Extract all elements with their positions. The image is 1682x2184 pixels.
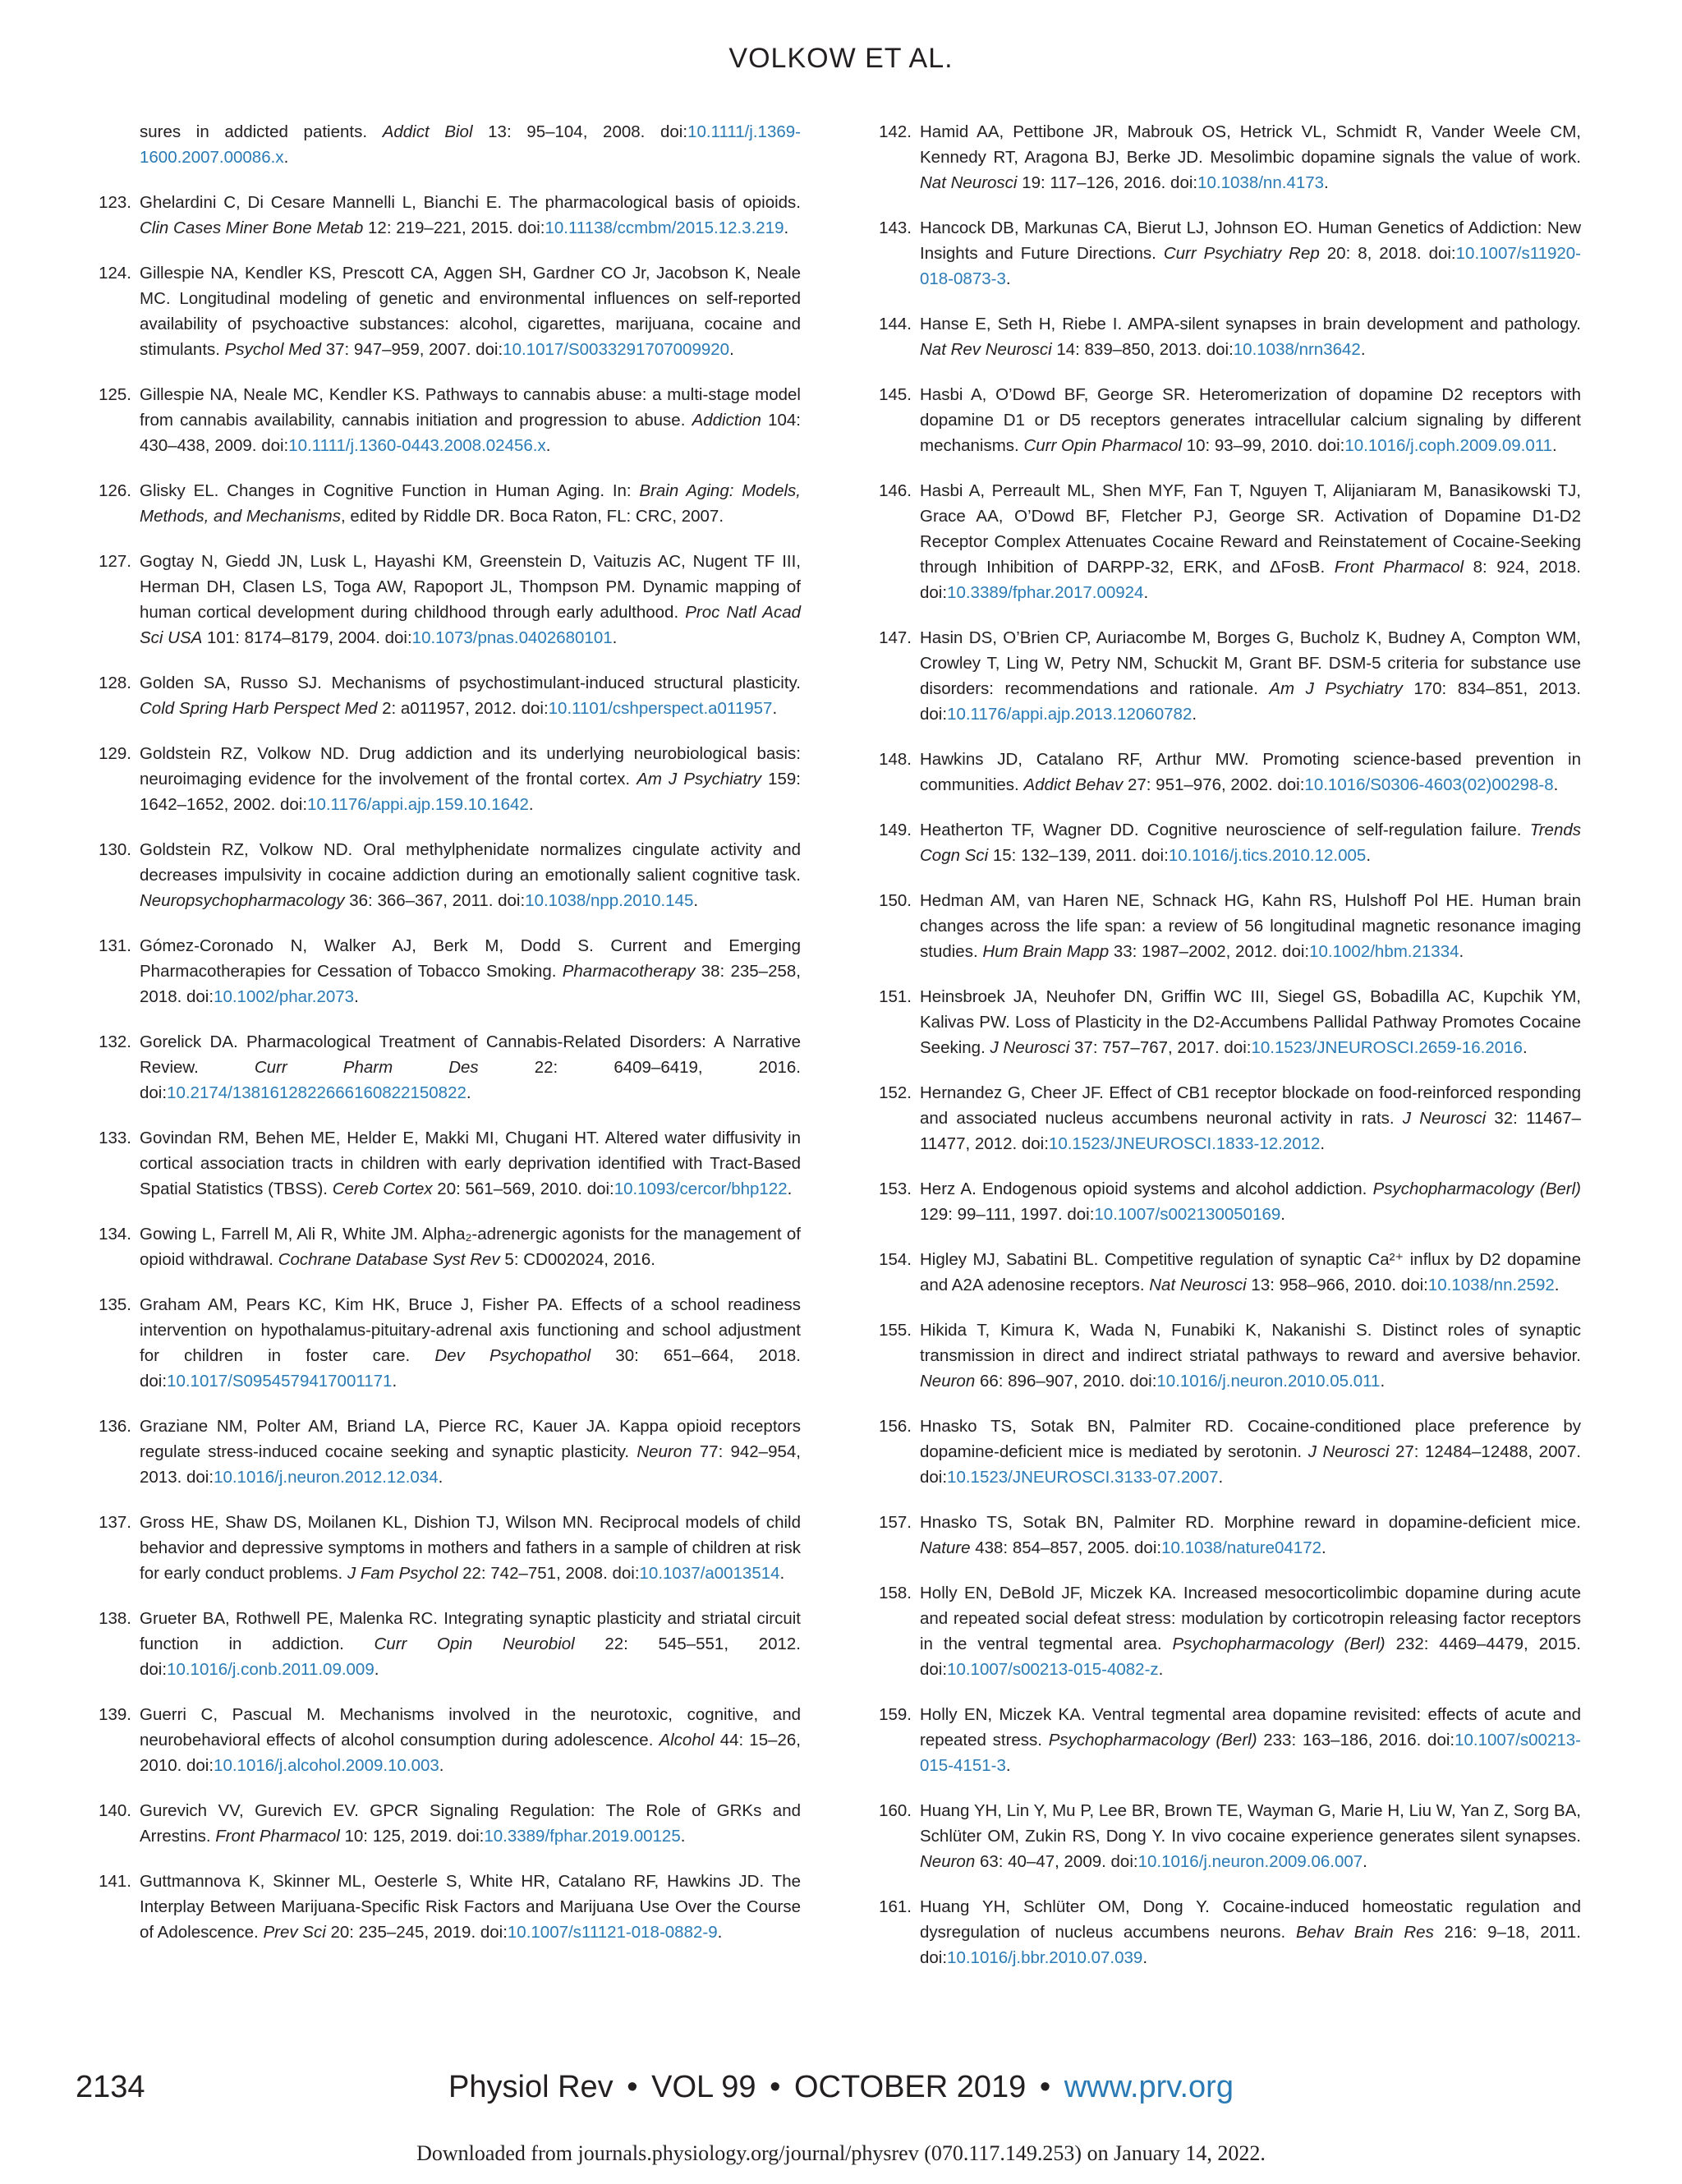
doi-link[interactable]: 10.1523/JNEUROSCI.3133-07.2007 (947, 1468, 1219, 1487)
reference-number: 145. (879, 385, 912, 404)
journal-abbrev: Pharmacotherapy (562, 962, 696, 981)
reference-details: 14: 839–850, 2013. doi: (1051, 340, 1234, 359)
reference-entry (140, 119, 801, 170)
separator-bullet: • (770, 2070, 781, 2104)
reference-details: 129: 99–111, 1997. doi: (920, 1205, 1095, 1224)
reference-entry (99, 1606, 801, 1682)
journal-abbrev: Neuron (920, 1852, 976, 1871)
reference-number: 149. (879, 821, 912, 839)
reference-text: Holly EN, Miczek KA. Ventral tegmental area dopamine revisited: effects of acute and repeated stress. (920, 1705, 1581, 1749)
reference-number: 157. (879, 1513, 912, 1532)
reference-text: Heatherton TF, Wagner DD. Cognitive neuroscience of self-regulation failure. (920, 821, 1530, 839)
doi-link[interactable]: 10.1007/s002130050169 (1094, 1205, 1281, 1224)
reference-entry (99, 1702, 801, 1778)
reference-end: . (1280, 1205, 1285, 1224)
doi-link[interactable]: 10.1038/npp.2010.145 (525, 891, 694, 910)
reference-number: 139. (99, 1705, 131, 1724)
reference-number: 141. (99, 1872, 131, 1891)
doi-link[interactable]: 10.1016/j.neuron.2012.12.034 (214, 1468, 439, 1487)
reference-entry (99, 549, 801, 651)
reference-entry (879, 1510, 1581, 1561)
journal-abbrev: Dev Psychopathol (434, 1346, 591, 1365)
journal-abbrev: Cochrane Database Syst Rev (278, 1250, 500, 1269)
reference-details: 10: 125, 2019. doi: (339, 1827, 485, 1846)
reference-text: Guerri C, Pascual M. Mechanisms involved in the neurotoxic, cognitive, and neurobehavioral effects of alcohol consumption during adolescence. (140, 1705, 801, 1749)
reference-number: 128. (99, 674, 131, 692)
reference-entry (879, 119, 1581, 195)
reference-text: Hawkins JD, Catalano RF, Arthur MW. Promoting science-based prevention in communities. (920, 750, 1581, 794)
journal-abbrev: Curr Psychiatry Rep (1163, 244, 1320, 263)
doi-link[interactable]: 10.1073/pnas.0402680101 (411, 628, 613, 647)
reference-end: . (438, 1468, 443, 1487)
reference-details: 8: 924, 2018. doi: (920, 558, 1581, 602)
journal-abbrev: Behav Brain Res (1295, 1923, 1434, 1942)
doi-link[interactable]: 10.1523/JNEUROSCI.2659-16.2016 (1251, 1038, 1523, 1057)
journal-abbrev: Addict Behav (1023, 775, 1124, 794)
doi-link[interactable]: 10.1038/nature04172 (1161, 1538, 1322, 1557)
reference-text: Hikida T, Kimura K, Wada N, Funabiki K, Nakanishi S. Distinct roles of synaptic transmission in direct and indirect striatal pathways to reward and aversive behavior. (920, 1321, 1581, 1365)
journal-abbrev: Proc Natl Acad Sci USA (140, 603, 801, 647)
doi-link[interactable]: 10.3389/fphar.2019.00125 (484, 1827, 681, 1846)
doi-link[interactable]: 10.1007/s00213-015-4082-z (947, 1660, 1159, 1679)
reference-number: 158. (879, 1584, 912, 1602)
journal-abbrev: Neuropsychopharmacology (140, 891, 345, 910)
reference-number: 152. (879, 1083, 912, 1102)
reference-end: . (1554, 1276, 1560, 1294)
doi-link[interactable]: 10.1017/S0033291707009920 (503, 340, 730, 359)
reference-details: 233: 163–186, 2016. doi: (1257, 1731, 1455, 1749)
doi-link[interactable]: 10.1016/j.alcohol.2009.10.003 (214, 1756, 439, 1775)
reference-end: . (779, 1564, 785, 1583)
reference-text: Goldstein RZ, Volkow ND. Oral methylphenidate normalizes cingulate activity and decreases impulsivity in cocaine addiction during an emotionally salient cognitive task. (140, 840, 801, 885)
reference-end: . (717, 1923, 723, 1942)
reference-number: 154. (879, 1250, 912, 1269)
reference-details: 27: 12484–12488, 2007. doi: (920, 1442, 1581, 1487)
reference-end: . (787, 1179, 793, 1198)
doi-link[interactable]: 10.1002/phar.2073 (214, 987, 355, 1006)
journal-url-link[interactable]: www.prv.org (1064, 2070, 1234, 2104)
doi-link[interactable]: 10.1016/j.neuron.2009.06.007 (1137, 1852, 1363, 1871)
reference-number: 136. (99, 1417, 131, 1436)
reference-end: . (1321, 1538, 1326, 1557)
reference-text: Hanse E, Seth H, Riebe I. AMPA-silent synapses in brain development and pathology. (920, 315, 1581, 333)
reference-entry (879, 478, 1581, 605)
reference-end: . (392, 1372, 398, 1391)
reference-end: . (1320, 1134, 1326, 1153)
journal-abbrev: Psychopharmacology (Berl) (1048, 1731, 1257, 1749)
reference-details: 22: 742–751, 2008. doi: (457, 1564, 640, 1583)
reference-number: 130. (99, 840, 131, 859)
reference-number: 156. (879, 1417, 912, 1436)
reference-number: 137. (99, 1513, 131, 1532)
reference-end: . (680, 1827, 686, 1846)
journal-abbrev: Am J Psychiatry (636, 770, 761, 789)
reference-details: 32: 11467–11477, 2012. doi: (920, 1109, 1581, 1153)
reference-entry (879, 311, 1581, 362)
journal-abbrev: Neuron (636, 1442, 692, 1461)
journal-abbrev: J Neurosci (990, 1038, 1070, 1057)
reference-text: Graziane NM, Polter AM, Briand LA, Pierce RC, Kauer JA. Kappa opioid receptors regulate stress-induced cocaine seeking and synaptic plasticity. (140, 1417, 801, 1461)
reference-end: . (1363, 1852, 1367, 1871)
reference-entry (99, 1414, 801, 1490)
journal-abbrev: Prev Sci (263, 1923, 326, 1942)
reference-entry (99, 1510, 801, 1586)
reference-number: 150. (879, 891, 912, 910)
doi-link[interactable]: 10.1176/appi.ajp.159.10.1642 (307, 795, 529, 814)
journal-abbrev: Hum Brain Mapp (982, 942, 1110, 961)
issue-date: OCTOBER 2019 (793, 2070, 1027, 2104)
journal-abbrev: Cold Spring Harb Perspect Med (140, 699, 378, 718)
reference-end: . (374, 1660, 379, 1679)
reference-number: 148. (879, 750, 912, 769)
doi-link[interactable]: 10.1016/j.tics.2010.12.005 (1168, 846, 1367, 865)
reference-text: Hernandez G, Cheer JF. Effect of CB1 receptor blockade on food-reinforced responding and associated nucleus accumbens neuronal activity in rats. (920, 1083, 1581, 1128)
reference-end: . (1005, 269, 1011, 288)
doi-link[interactable]: 10.1111/j.1360-0443.2008.02456.x (288, 436, 546, 455)
reference-text: Higley MJ, Sabatini BL. Competitive regulation of synaptic Ca²⁺ influx by D2 dopamine and A2A adenosine receptors. (920, 1250, 1581, 1294)
journal-abbrev: Front Pharmacol (215, 1827, 340, 1846)
reference-number: 142. (879, 122, 912, 141)
reference-entry (99, 1221, 801, 1272)
reference-text: Gogtay N, Giedd JN, Lusk L, Hayashi KM, Greenstein D, Vaituzis AC, Nugent TF III, Herman DH, Clasen LS, Toga AW, Rapoport JL, Thompson PM. Dynamic mapping of human cortical development during childhood through early adulthood. (140, 552, 801, 622)
download-notice: Downloaded from journals.physiology.org/journal/physrev (070.117.149.253) on January 14, 2022. (416, 2141, 1266, 2165)
reference-text: Heinsbroek JA, Neuhofer DN, Griffin WC III, Siegel GS, Bobadilla AC, Kupchik YM, Kalivas PW. Loss of Plasticity in the D2-Accumbens Pallidal Pathway Promotes Cocaine Seeking. (920, 987, 1581, 1057)
reference-entry (99, 670, 801, 721)
reference-text: Gorelick DA. Pharmacological Treatment of Cannabis-Related Disorders: A Narrative Review. (140, 1032, 801, 1077)
reference-entry (99, 478, 801, 529)
reference-end: . (1143, 583, 1149, 602)
reference-number: 153. (879, 1179, 912, 1198)
reference-details: 37: 947–959, 2007. doi: (321, 340, 503, 359)
doi-link[interactable]: 10.1101/cshperspect.a011957 (548, 699, 773, 718)
reference-details: 10: 93–99, 2010. doi: (1182, 436, 1345, 455)
journal-abbrev: Trends Cogn Sci (920, 821, 1581, 865)
reference-details: 66: 896–907, 2010. doi: (975, 1372, 1157, 1391)
journal-abbrev: Psychol Med (224, 340, 322, 359)
reference-end: . (1553, 775, 1559, 794)
reference-text: Golden SA, Russo SJ. Mechanisms of psychostimulant-induced structural plasticity. (140, 674, 801, 692)
reference-details: 22: 545–551, 2012. doi: (140, 1635, 801, 1679)
reference-details: 438: 854–857, 2005. doi: (970, 1538, 1162, 1557)
reference-end: . (1522, 1038, 1528, 1057)
reference-end: . (693, 891, 699, 910)
reference-entry (879, 1176, 1581, 1227)
reference-number: 147. (879, 628, 912, 647)
doi-link[interactable]: 10.1007/s11920-018-0873-3 (920, 244, 1581, 288)
reference-details: 20: 8, 2018. doi: (1319, 244, 1456, 263)
reference-entry (879, 747, 1581, 798)
reference-entry (99, 1292, 801, 1394)
reference-details: , edited by Riddle DR. Boca Raton, FL: CRC, 2007. (340, 507, 724, 526)
reference-text: Gillespie NA, Kendler KS, Prescott CA, Aggen SH, Gardner CO Jr, Jacobson K, Neale MC. Longitudinal modeling of genetic and environmental influences on self-reported availability of psychoactive substances: alcohol, cigarettes, marijuana, cocaine and stimulants. (140, 264, 801, 359)
doi-link[interactable]: 10.1017/S0954579417001171 (167, 1372, 393, 1391)
reference-end: . (1360, 340, 1366, 359)
page-footer (0, 2070, 1682, 2111)
journal-volume: VOL 99 (651, 2070, 756, 2104)
journal-abbrev: Curr Pharm Des (254, 1058, 479, 1077)
reference-end: . (1552, 436, 1557, 455)
journal-abbrev: Alcohol (659, 1731, 715, 1749)
reference-text: Hasbi A, Perreault ML, Shen MYF, Fan T, Nguyen T, Alijaniaram M, Banasikowski TJ, Grace AA, O’Dowd BF, Fletcher PJ, George SR. Activation of Dopamine D1-D2 Receptor Complex Attenuates Cocaine Reward and Reinstatement of Cocaine-Seeking through Inhibition of DARPP-32, ERK, and ΔFosB. (920, 481, 1581, 577)
reference-text: Glisky EL. Changes in Cognitive Function in Human Aging. In: (140, 481, 640, 500)
reference-end: . (1324, 173, 1329, 192)
reference-text: Hasbi A, O’Dowd BF, George SR. Heteromerization of dopamine D2 receptors with dopamine D1 or D5 receptors generates intracellular calcium signaling by different mechanisms. (920, 385, 1581, 455)
reference-entry (99, 1869, 801, 1945)
journal-abbrev: Clin Cases Miner Bone Metab (140, 218, 364, 237)
reference-details: 36: 366–367, 2011. doi: (344, 891, 526, 910)
reference-details: 170: 834–851, 2013. doi: (920, 679, 1581, 724)
reference-number: 146. (879, 481, 912, 500)
reference-number: 159. (879, 1705, 912, 1724)
reference-entry (879, 1798, 1581, 1874)
reference-entry (99, 741, 801, 817)
reference-number: 133. (99, 1129, 131, 1147)
reference-number: 161. (879, 1897, 912, 1916)
reference-entry (879, 1247, 1581, 1298)
journal-abbrev: Nat Neurosci (1149, 1276, 1247, 1294)
journal-abbrev: Front Pharmacol (1334, 558, 1464, 577)
reference-details: 12: 219–221, 2015. doi: (363, 218, 545, 237)
reference-text: Herz A. Endogenous opioid systems and alcohol addiction. (920, 1179, 1373, 1198)
reference-details: 232: 4469–4479, 2015. doi: (920, 1635, 1581, 1679)
reference-number: 138. (99, 1609, 131, 1628)
journal-abbrev: Brain Aging: Models, Methods, and Mechanisms (140, 481, 801, 526)
reference-entry (99, 1125, 801, 1202)
reference-text: Graham AM, Pears KC, Kim HK, Bruce J, Fisher PA. Effects of a school readiness intervention on hypothalamus-pituitary-adrenal axis functioning and school adjustment for children in foster care. (140, 1295, 801, 1365)
reference-number: 144. (879, 315, 912, 333)
reference-text: Guttmannova K, Skinner ML, Oesterle S, White HR, Catalano RF, Hawkins JD. The Interplay Between Marijuana-Specific Risk Factors and Marijuana Use Over the Course of Adolescence. (140, 1872, 801, 1942)
journal-abbrev: Nat Rev Neurosci (920, 340, 1052, 359)
reference-end: . (1192, 705, 1197, 724)
doi-link[interactable]: 10.1176/appi.ajp.2013.12060782 (947, 705, 1193, 724)
reference-end: . (1218, 1468, 1224, 1487)
reference-details: 20: 561–569, 2010. doi: (432, 1179, 614, 1198)
reference-end: . (354, 987, 359, 1006)
doi-link[interactable]: 10.11138/ccmbm/2015.12.3.219 (545, 218, 784, 237)
reference-details: 5: CD002024, 2016. (499, 1250, 655, 1269)
reference-entry (879, 984, 1581, 1060)
doi-link[interactable]: 10.1016/j.coph.2009.09.011 (1344, 436, 1553, 455)
reference-text: Hamid AA, Pettibone JR, Mabrouk OS, Hetrick VL, Schmidt R, Vander Weele CM, Kennedy RT, Aragona BJ, Berke JD. Mesolimbic dopamine signals the value of work. (920, 122, 1581, 167)
reference-text: Hancock DB, Markunas CA, Bierut LJ, Johnson EO. Human Genetics of Addiction: New Insights and Future Directions. (920, 218, 1581, 263)
reference-end: . (784, 218, 789, 237)
reference-number: 140. (99, 1801, 131, 1820)
reference-text: Hedman AM, van Haren NE, Schnack HG, Kahn RS, Hulshoff Pol HE. Human brain changes across the life span: a review of 56 longitudinal magnetic resonance imaging studies. (920, 891, 1581, 961)
reference-details: 37: 757–767, 2017. doi: (1069, 1038, 1252, 1057)
reference-number: 143. (879, 218, 912, 237)
reference-text: Gowing L, Farrell M, Ali R, White JM. Alpha₂-adrenergic agonists for the management of opioid withdrawal. (140, 1225, 801, 1269)
journal-abbrev: J Neurosci (1402, 1109, 1487, 1128)
reference-entry (99, 933, 801, 1009)
doi-link[interactable]: 10.1007/s11121-018-0882-9 (507, 1923, 718, 1942)
journal-abbrev: Psychopharmacology (Berl) (1372, 1179, 1581, 1198)
reference-entry (99, 837, 801, 913)
reference-text: Gillespie NA, Neale MC, Kendler KS. Pathways to cannabis abuse: a multi-stage model from cannabis availability, cannabis initiation and progression to abuse. (140, 385, 801, 430)
reference-end: . (1366, 846, 1372, 865)
reference-details: 13: 958–966, 2010. doi: (1246, 1276, 1428, 1294)
reference-text: Holly EN, DeBold JF, Miczek KA. Increased mesocorticolimbic dopamine during acute and repeated social defeat stress: modulation by corticotropin releasing factor receptors in the ventral tegmental area. (920, 1584, 1581, 1653)
reference-column-left (99, 119, 801, 1965)
reference-number: 151. (879, 987, 912, 1006)
journal-abbrev: J Neurosci (1307, 1442, 1390, 1461)
reference-text: Gross HE, Shaw DS, Moilanen KL, Dishion TJ, Wilson MN. Reciprocal models of child behavior and depressive symptoms in mothers and fathers in a sample of children at risk for early conduct problems. (140, 1513, 801, 1583)
doi-link[interactable]: 10.3389/fphar.2017.00924 (947, 583, 1144, 602)
reference-text: Goldstein RZ, Volkow ND. Drug addiction and its underlying neurobiological basis: neuroimaging evidence for the involvement of the frontal cortex. (140, 744, 801, 789)
reference-details: 13: 95–104, 2008. doi: (472, 122, 688, 141)
reference-details: 63: 40–47, 2009. doi: (975, 1852, 1138, 1871)
reference-details: 2: a011957, 2012. doi: (377, 699, 549, 718)
reference-end: . (545, 436, 551, 455)
journal-abbrev: Cereb Cortex (332, 1179, 433, 1198)
journal-abbrev: Curr Opin Neurobiol (374, 1635, 575, 1653)
reference-text: Huang YH, Schlüter OM, Dong Y. Cocaine-induced homeostatic regulation and dysregulation of nucleus accumbens neurons. (920, 1897, 1581, 1942)
doi-link[interactable]: 10.1093/cercor/bhp122 (614, 1179, 788, 1198)
reference-details: 19: 117–126, 2016. doi: (1017, 173, 1198, 192)
reference-text: sures in addicted patients. (140, 122, 383, 141)
reference-entry (99, 1029, 801, 1106)
running-head: VOLKOW ET AL. (728, 43, 954, 74)
reference-details: 15: 132–139, 2011. doi: (988, 846, 1169, 865)
reference-details: 30: 651–664, 2018. doi: (140, 1346, 801, 1391)
reference-entry (879, 888, 1581, 964)
reference-number: 124. (99, 264, 131, 283)
reference-number: 134. (99, 1225, 131, 1244)
journal-abbrev: Psychopharmacology (Berl) (1172, 1635, 1386, 1653)
reference-entry (99, 382, 801, 458)
doi-link[interactable]: 10.1016/j.neuron.2010.05.011 (1156, 1372, 1381, 1391)
reference-number: 125. (99, 385, 131, 404)
reference-text: Grueter BA, Rothwell PE, Malenka RC. Integrating synaptic plasticity and striatal circuit function in addiction. (140, 1609, 801, 1653)
reference-text: Govindan RM, Behen ME, Helder E, Makki MI, Chugani HT. Altered water diffusivity in cortical association tracts in children with early deprivation identified with Tract-Based Spatial Statistics (TBSS). (140, 1129, 801, 1198)
reference-entry (879, 1414, 1581, 1490)
doi-link[interactable]: 10.1007/s00213-015-4151-3 (920, 1731, 1581, 1775)
reference-text: Hnasko TS, Sotak BN, Palmiter RD. Cocaine-conditioned place preference by dopamine-deficient mice is mediated by serotonin. (920, 1417, 1581, 1461)
reference-number: 131. (99, 936, 131, 955)
reference-end: . (1158, 1660, 1164, 1679)
reference-end: . (1005, 1756, 1011, 1775)
journal-citation-line (0, 2070, 1682, 2105)
doi-link[interactable]: 10.1523/JNEUROSCI.1833-12.2012 (1048, 1134, 1321, 1153)
journal-abbrev: Nat Neurosci (920, 173, 1018, 192)
reference-end: . (1459, 942, 1464, 961)
reference-text: Ghelardini C, Di Cesare Mannelli L, Bianchi E. The pharmacological basis of opioids. (140, 193, 801, 212)
doi-link[interactable]: 10.1037/a0013514 (639, 1564, 780, 1583)
reference-details: 159: 1642–1652, 2002. doi: (140, 770, 801, 814)
reference-text: Huang YH, Lin Y, Mu P, Lee BR, Brown TE, Wayman G, Marie H, Liu W, Yan Z, Sorg BA, Schlüter OM, Zukin RS, Dong Y. In vivo cocaine experience generates silent synapses. (920, 1801, 1581, 1846)
journal-abbrev: J Fam Psychol (347, 1564, 458, 1583)
reference-entry (99, 190, 801, 241)
reference-number: 127. (99, 552, 131, 571)
reference-number: 155. (879, 1321, 912, 1340)
reference-text: Hnasko TS, Sotak BN, Palmiter RD. Morphine reward in dopamine-deficient mice. (920, 1513, 1581, 1532)
reference-entry (879, 215, 1581, 292)
doi-link[interactable]: 10.2174/1381612822666160822150822 (167, 1083, 466, 1102)
reference-end: . (466, 1083, 471, 1102)
reference-details: 216: 9–18, 2011. doi: (920, 1923, 1581, 1967)
reference-end: . (772, 699, 778, 718)
reference-number: 123. (99, 193, 131, 212)
page-number: 2134 (76, 2070, 145, 2104)
reference-entry (879, 1894, 1581, 1970)
reference-details: 101: 8174–8179, 2004. doi: (202, 628, 412, 647)
reference-entry (879, 1580, 1581, 1682)
reference-entry (879, 382, 1581, 458)
reference-details: 44: 15–26, 2010. doi: (140, 1731, 801, 1775)
reference-entry (879, 1317, 1581, 1394)
reference-number: 160. (879, 1801, 912, 1820)
reference-column-right (879, 119, 1581, 1990)
reference-details: 77: 942–954, 2013. doi: (140, 1442, 801, 1487)
reference-details: 38: 235–258, 2018. doi: (140, 962, 801, 1006)
reference-text: Hasin DS, O’Brien CP, Auriacombe M, Borges G, Bucholz K, Budney A, Compton WM, Crowley T, Ling W, Petry NM, Schuckit M, Grant BF. DSM-5 criteria for substance use disorders: recommendations and rationale. (920, 628, 1581, 698)
reference-end: . (1142, 1948, 1148, 1967)
reference-number: 129. (99, 744, 131, 763)
reference-details: 22: 6409–6419, 2016. doi: (140, 1058, 801, 1102)
reference-number: 126. (99, 481, 131, 500)
doi-link[interactable]: 10.1038/nn.4173 (1197, 173, 1325, 192)
journal-abbrev: Curr Opin Pharmacol (1023, 436, 1183, 455)
reference-entry (879, 1702, 1581, 1778)
reference-text: Gurevich VV, Gurevich EV. GPCR Signaling Regulation: The Role of GRKs and Arrestins. (140, 1801, 801, 1846)
journal-abbrev: Addiction (692, 411, 761, 430)
reference-details: 27: 951–976, 2002. doi: (1123, 775, 1305, 794)
doi-link[interactable]: 10.1016/S0306-4603(02)00298-8 (1304, 775, 1554, 794)
reference-end: . (283, 148, 289, 167)
reference-entry (879, 1080, 1581, 1156)
reference-entry (879, 625, 1581, 727)
doi-link[interactable]: 10.1038/nn.2592 (1427, 1276, 1555, 1294)
reference-details: 33: 1987–2002, 2012. doi: (1109, 942, 1310, 961)
journal-abbrev: Neuron (920, 1372, 976, 1391)
reference-number: 135. (99, 1295, 131, 1314)
reference-end: . (612, 628, 618, 647)
reference-entry (879, 817, 1581, 868)
reference-end: . (528, 795, 534, 814)
doi-link[interactable]: 10.1038/nrn3642 (1233, 340, 1361, 359)
reference-end: . (729, 340, 734, 359)
doi-link[interactable]: 10.1111/j.1369-1600.2007.00086.x (140, 122, 801, 167)
journal-abbrev: Addict Biol (382, 122, 473, 141)
reference-entry (99, 1798, 801, 1849)
journal-abbrev: Am J Psychiatry (1269, 679, 1403, 698)
separator-bullet: • (627, 2070, 638, 2104)
reference-details: 104: 430–438, 2009. doi: (140, 411, 801, 455)
reference-number: 132. (99, 1032, 131, 1051)
reference-text: Gómez-Coronado N, Walker AJ, Berk M, Dodd S. Current and Emerging Pharmacotherapies for Cessation of Tobacco Smoking. (140, 936, 801, 981)
doi-link[interactable]: 10.1002/hbm.21334 (1309, 942, 1459, 961)
reference-end: . (1380, 1372, 1386, 1391)
reference-details: 20: 235–245, 2019. doi: (325, 1923, 508, 1942)
journal-name: Physiol Rev (448, 2070, 614, 2104)
separator-bullet: • (1039, 2070, 1051, 2104)
reference-entry (99, 260, 801, 362)
doi-link[interactable]: 10.1016/j.bbr.2010.07.039 (947, 1948, 1143, 1967)
journal-abbrev: Nature (920, 1538, 971, 1557)
reference-end: . (439, 1756, 444, 1775)
doi-link[interactable]: 10.1016/j.conb.2011.09.009 (167, 1660, 375, 1679)
